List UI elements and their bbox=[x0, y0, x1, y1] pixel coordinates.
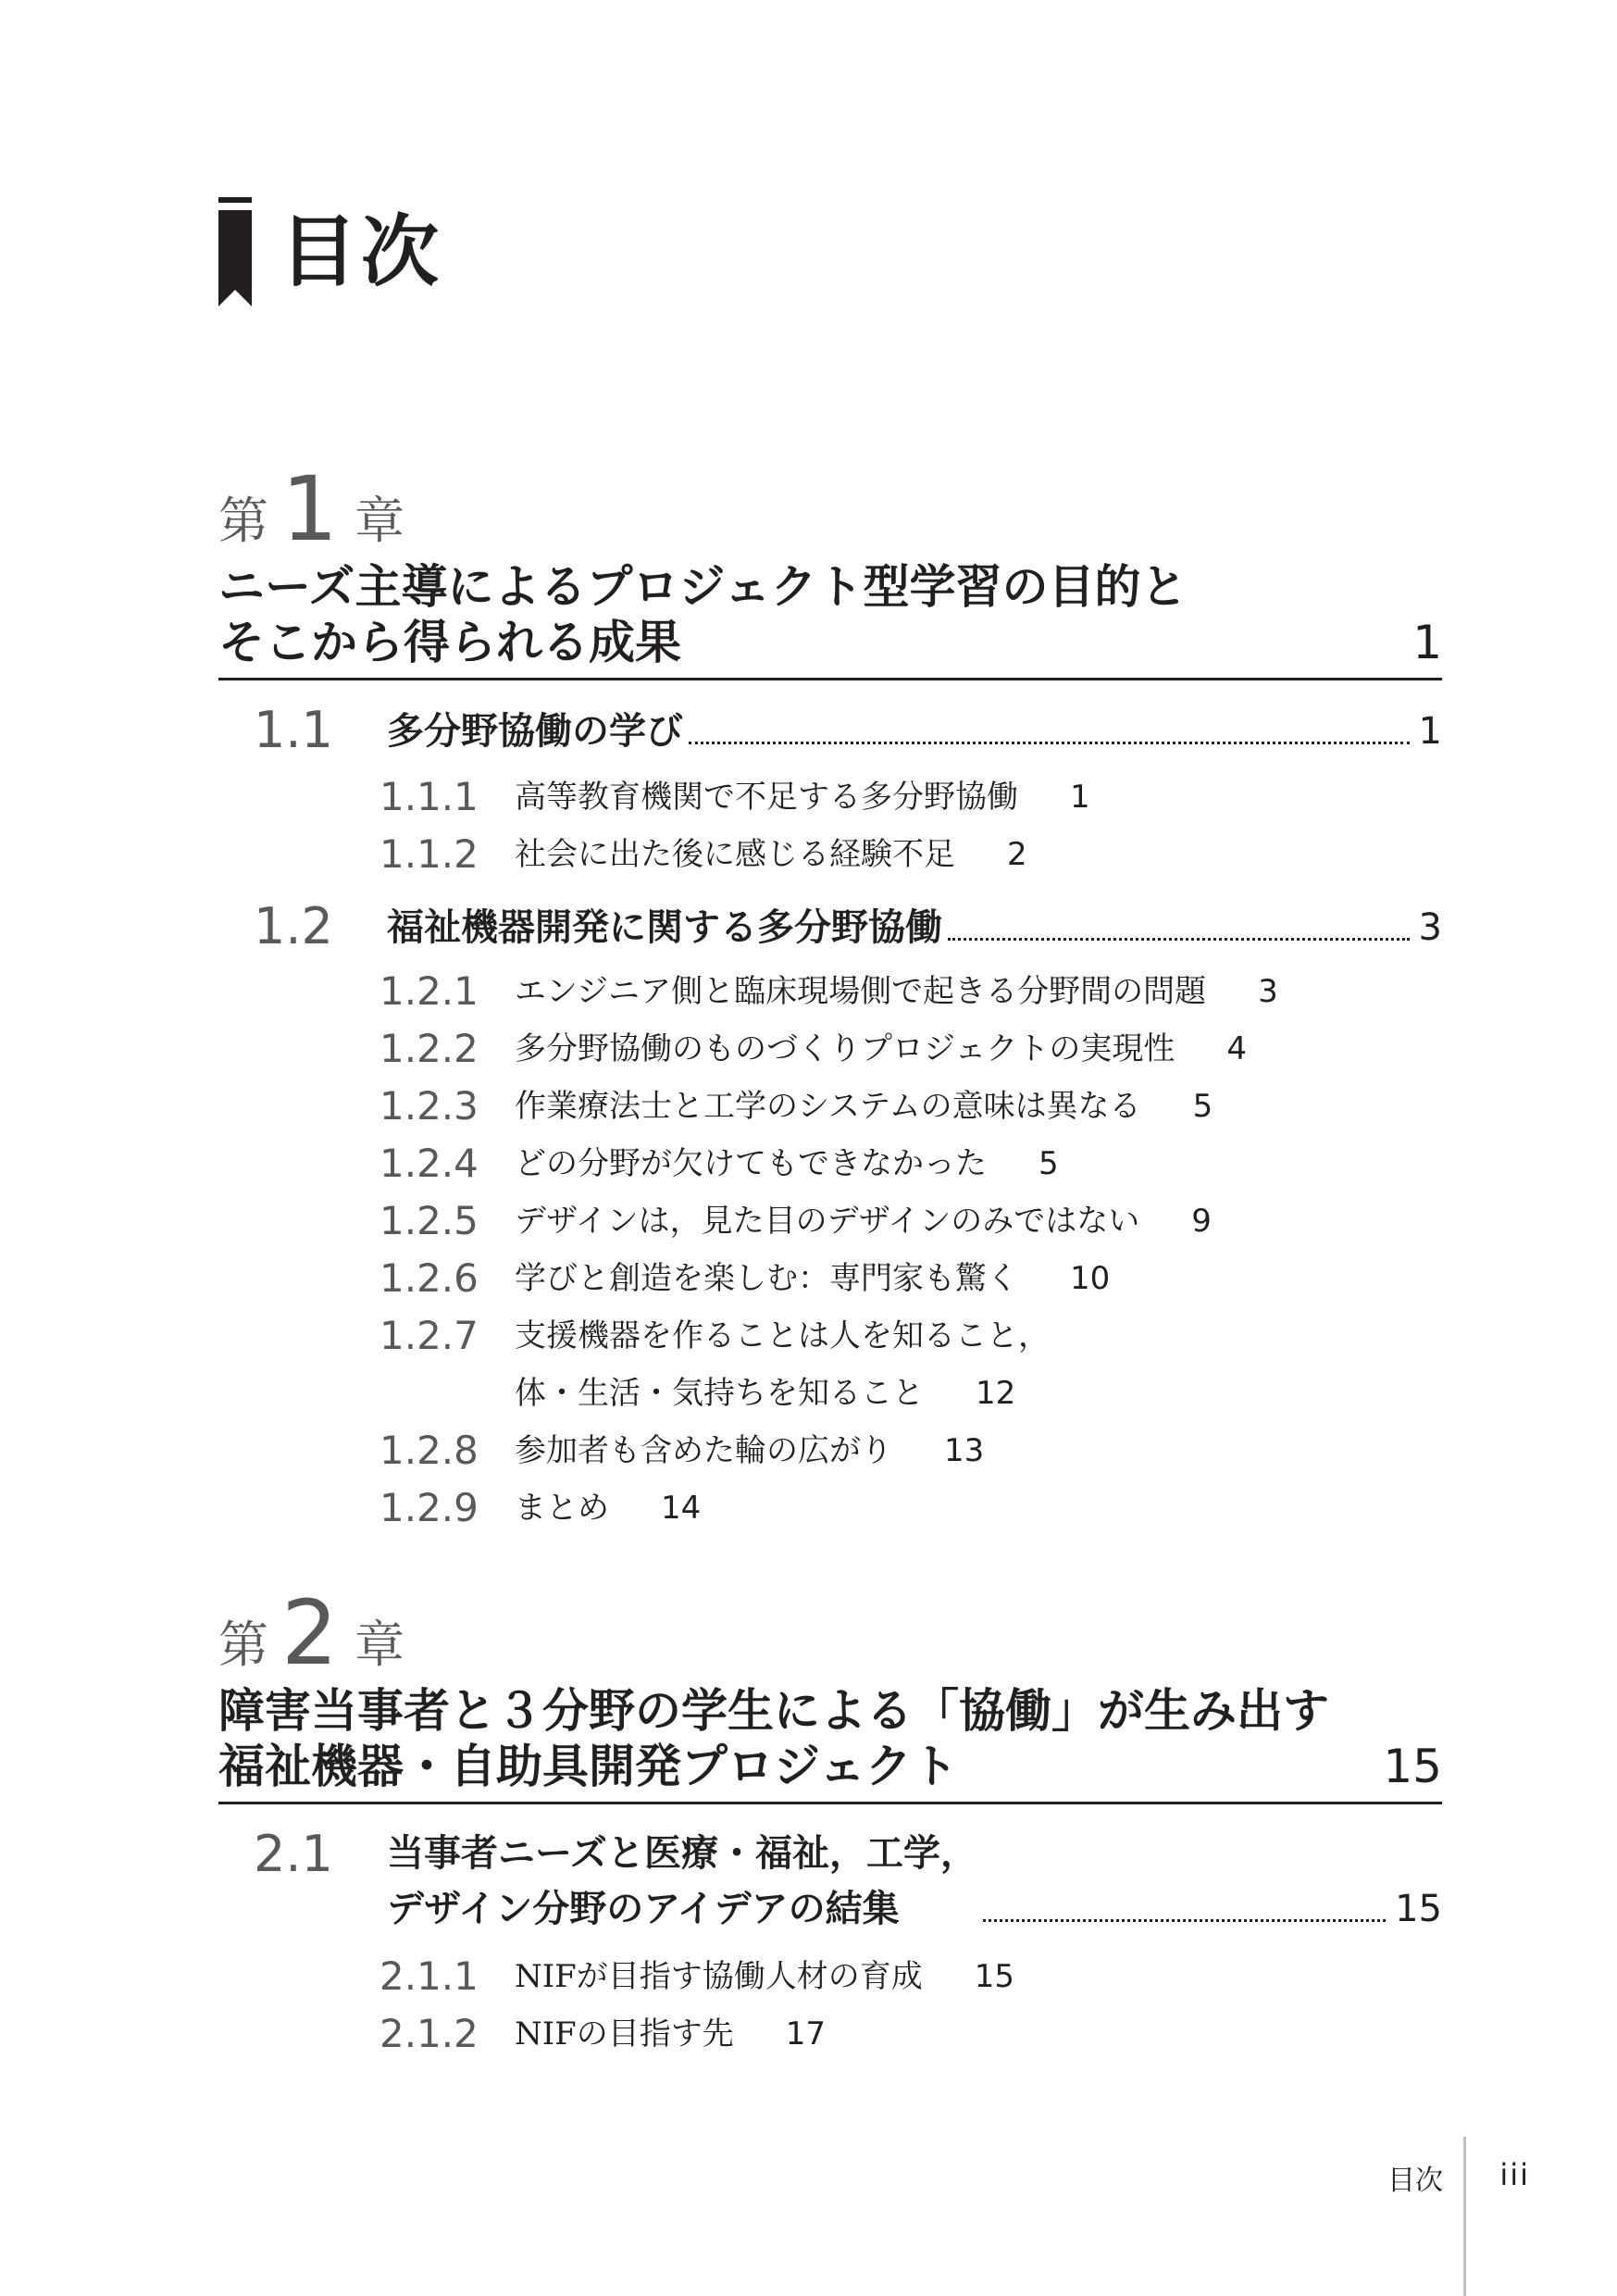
dot-leader bbox=[983, 1919, 1386, 1922]
chapter-label bbox=[218, 1576, 1442, 1685]
chapter-title-line: 障害当事者と３分野の学生による「協働」が生み出す bbox=[218, 1684, 1329, 1738]
subsection-page: 3 bbox=[1258, 973, 1278, 1010]
section-page: 15 bbox=[1395, 1888, 1442, 1930]
section-title: 多分野協働の学び bbox=[387, 709, 683, 753]
subsection-title: 多分野協働のものづくりプロジェクトの実現性 bbox=[515, 1030, 1175, 1067]
toc-subsection[interactable] bbox=[379, 963, 1278, 1020]
chapter-page: 15 bbox=[1383, 1740, 1442, 1793]
subsection-page: 5 bbox=[1039, 1145, 1059, 1182]
subsection-title: NIFが目指す協働人材の育成 bbox=[515, 1958, 923, 1995]
section-title: 当事者ニーズと医療・福祉，工学， デザイン分野のアイデアの結集 bbox=[387, 1831, 977, 1930]
toc-subsection[interactable] bbox=[379, 1078, 1213, 1135]
toc-subsection[interactable] bbox=[379, 1422, 984, 1479]
section-number: 2.1 bbox=[254, 1825, 333, 1883]
toc-subsection[interactable] bbox=[379, 1020, 1247, 1078]
toc-subsection[interactable] bbox=[379, 768, 1090, 826]
subsection-page: 15 bbox=[974, 1958, 1015, 1995]
chapter-number: 1 bbox=[281, 457, 339, 561]
chapter-prefix: 第 bbox=[218, 1616, 268, 1674]
chapter-page: 1 bbox=[1412, 616, 1442, 669]
subsection-page: 12 bbox=[976, 1375, 1016, 1412]
subsection-number: 1.2.2 bbox=[379, 1026, 479, 1071]
bookmark-icon bbox=[218, 197, 252, 306]
subsection-title: エンジニア側と臨床現場側で起きる分野間の問題 bbox=[515, 973, 1207, 1010]
chapter-2 bbox=[218, 1576, 1442, 1804]
toc-section[interactable] bbox=[218, 1826, 1442, 1937]
chapter-title-line: そこから得られる成果 bbox=[218, 616, 681, 669]
page-title bbox=[218, 196, 442, 307]
footer-page-number: iii bbox=[1499, 2157, 1530, 2192]
chapter-prefix: 第 bbox=[218, 492, 268, 550]
toc-subsection[interactable] bbox=[379, 826, 1027, 883]
subsection-title: 社会に出た後に感じる経験不足 bbox=[515, 836, 955, 873]
subsection-page: 2 bbox=[1007, 836, 1027, 873]
subsection-title: 高等教育機関で不足する多分野協働 bbox=[515, 779, 1018, 816]
toc-subsection[interactable] bbox=[379, 1250, 1110, 1307]
subsection-page: 10 bbox=[1070, 1260, 1111, 1297]
subsection-title: まとめ bbox=[515, 1490, 609, 1527]
chapter-suffix: 章 bbox=[354, 492, 405, 550]
toc-subsection[interactable] bbox=[379, 1948, 1014, 2005]
subsection-page: 13 bbox=[944, 1432, 985, 1469]
subsection-number: 1.2.9 bbox=[379, 1485, 479, 1530]
toc-subsection[interactable] bbox=[379, 1192, 1212, 1250]
toc-subsection[interactable] bbox=[379, 1479, 701, 1537]
footer-section-label: 目次 bbox=[1387, 2165, 1443, 2197]
subsection-number: 1.2.1 bbox=[379, 968, 479, 1014]
page-title-text: 目次 bbox=[280, 206, 443, 297]
subsection-page: 9 bbox=[1191, 1203, 1212, 1240]
toc-subsection[interactable] bbox=[379, 1135, 1059, 1192]
toc-section[interactable] bbox=[218, 898, 1442, 955]
subsection-number: 1.2.4 bbox=[379, 1141, 479, 1186]
chapter-title-line: 福祉機器・自助具開発プロジェクト bbox=[218, 1740, 958, 1793]
subsection-title: 体・生活・気持ちを知ること bbox=[515, 1375, 924, 1412]
toc-section[interactable] bbox=[218, 702, 1442, 759]
subsection-page: 14 bbox=[661, 1490, 702, 1527]
chapter-number: 2 bbox=[281, 1581, 339, 1685]
subsection-number: 1.2.6 bbox=[379, 1255, 479, 1301]
subsection-title: デザインは，見た目のデザインのみではない bbox=[515, 1203, 1140, 1240]
subsection-number: 1.2.5 bbox=[379, 1198, 479, 1243]
subsection-page: 4 bbox=[1226, 1030, 1247, 1067]
section-number: 1.1 bbox=[254, 701, 333, 759]
section-page: 1 bbox=[1418, 710, 1442, 753]
chapter-suffix: 章 bbox=[354, 1616, 405, 1674]
chapter-title-line: ニーズ主導によるプロジェクト型学習の目的と bbox=[218, 560, 1188, 614]
subsection-number: 1.2.7 bbox=[379, 1313, 479, 1358]
section-title: 福祉機器開発に関する多分野協働 bbox=[387, 905, 942, 949]
subsection-number: 2.1.2 bbox=[379, 2011, 479, 2056]
subsection-page: 1 bbox=[1070, 779, 1090, 816]
section-page: 3 bbox=[1418, 906, 1442, 949]
dot-leader bbox=[948, 938, 1410, 941]
subsection-title: 支援機器を作ることは人を知ること， bbox=[515, 1317, 1050, 1354]
subsection-number: 1.1.2 bbox=[379, 831, 479, 877]
chapter-title[interactable] bbox=[218, 554, 1442, 680]
subsection-number: 2.1.1 bbox=[379, 1953, 479, 1999]
chapter-title[interactable] bbox=[218, 1678, 1442, 1804]
subsection-number: 1.2.3 bbox=[379, 1083, 479, 1129]
chapter-label bbox=[218, 452, 1442, 561]
subsection-page: 17 bbox=[785, 2015, 827, 2053]
page-footer bbox=[1339, 2137, 1617, 2296]
subsection-number: 1.2.8 bbox=[379, 1428, 479, 1473]
subsection-page: 5 bbox=[1192, 1088, 1213, 1125]
chapter-1 bbox=[218, 452, 1442, 680]
subsection-title: NIFの目指す先 bbox=[515, 2015, 734, 2053]
footer-divider bbox=[1463, 2137, 1466, 2296]
subsection-title: どの分野が欠けてもできなかった bbox=[515, 1145, 987, 1182]
toc-subsection[interactable] bbox=[379, 1307, 1050, 1422]
toc-subsection[interactable] bbox=[379, 2005, 826, 2063]
section-number: 1.2 bbox=[254, 897, 333, 955]
subsection-title: 学びと創造を楽しむ：専門家も驚く bbox=[515, 1260, 1018, 1297]
subsection-title: 参加者も含めた輪の広がり bbox=[515, 1432, 892, 1469]
subsection-title: 作業療法士と工学のシステムの意味は異なる bbox=[515, 1088, 1141, 1125]
dot-leader bbox=[689, 742, 1410, 744]
subsection-number: 1.1.1 bbox=[379, 774, 479, 819]
